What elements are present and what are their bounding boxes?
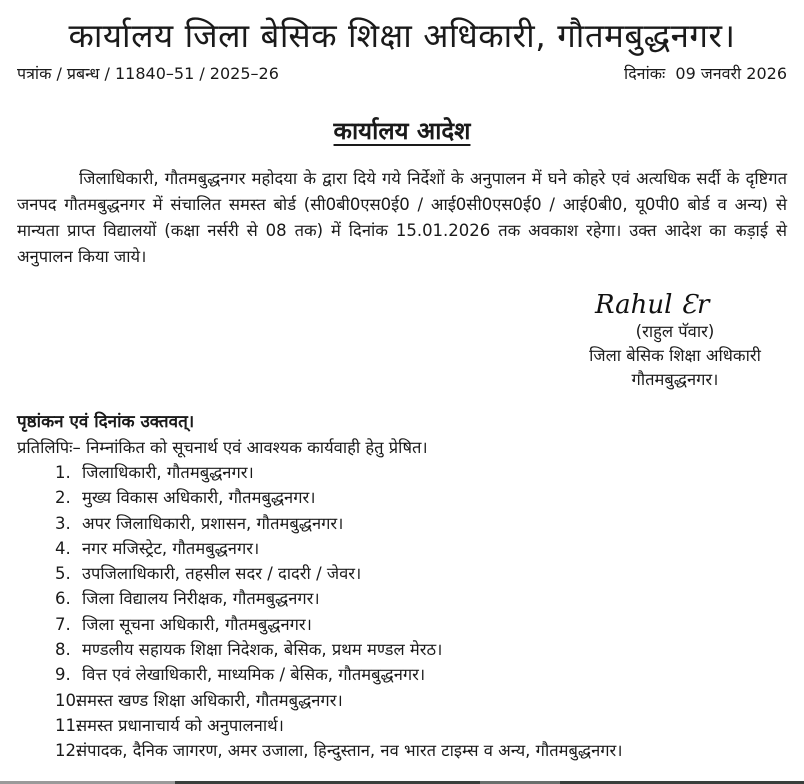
order-heading-text: कार्यालय आदेश [333, 117, 471, 145]
item-number: 2. [55, 488, 71, 508]
item-number: 8. [55, 640, 71, 660]
item-number: 12. [55, 741, 82, 761]
date-label: दिनांकः [624, 64, 666, 83]
item-text: संपादक, दैनिक जागरण, अमर उजाला, हिन्दुस्तान, नव भारत टाइम्स व अन्य, गौतमबुद्धनगर। [76, 741, 623, 761]
item-number: 1. [55, 463, 71, 482]
item-number: 9. [55, 665, 71, 685]
signatory-name: (राहुल पॅवार) [635, 322, 715, 341]
list-item [55, 713, 623, 738]
item-text: अपर जिलाधिकारी, प्रशासन, गौतमबुद्धनगर। [82, 513, 344, 533]
item-text: मण्डलीय सहायक शिक्षा निदेशक, बेसिक, प्रथम मण्डल मेरठ। [82, 640, 443, 660]
copy-intro: प्रतिलिपिः– निम्नांकित को सूचनार्थ एवं आवश्यक कार्यवाही हेतु प्रेषित। [17, 438, 428, 457]
list-item [55, 485, 623, 510]
endorsement-heading: पृष्ठांकन एवं दिनांक उक्तवत्। [17, 412, 195, 432]
item-number: 11. [55, 715, 82, 735]
signature-block [555, 290, 795, 392]
item-number: 3. [55, 513, 71, 533]
list-item [55, 511, 623, 536]
list-item [55, 637, 623, 662]
signatory-designation: जिला बेसिक शिक्षा अधिकारी [589, 346, 761, 365]
list-item [55, 536, 623, 561]
reference-row [17, 62, 787, 84]
handwritten-signature: Rahul Ɛr [595, 290, 710, 320]
order-heading [0, 114, 804, 147]
list-item [55, 688, 623, 713]
item-text: समस्त प्रधानाचार्य को अनुपालनार्थ। [76, 715, 284, 735]
item-number: 5. [55, 564, 71, 584]
office-title: कार्यालय जिला बेसिक शिक्षा अधिकारी, गौतमबुद्धनगर। [68, 16, 736, 55]
item-text: जिलाधिकारी, गौतमबुद्धनगर। [82, 463, 254, 482]
item-text: वित्त एवं लेखाधिकारी, माध्यमिक / बेसिक, गौतमबुद्धनगर। [82, 665, 426, 685]
list-item [55, 612, 623, 637]
date-value: 09 जनवरी 2026 [675, 64, 787, 83]
order-body: जिलाधिकारी, गौतमबुद्धनगर महोदया के द्वारा दिये गये निर्देशों के अनुपालन में घने कोहरे एवं अत्यधिक सर्दी के दृष्टिगत जनपद गौतमबुद्धनगर में संचालित समस्त बोर्ड (सी0बी0एस0ई0 / आई0सी0एस0ई0 / आई0बी0, यू0पी0 बोर्ड व अन्य) से मान्यता प्राप्त विद्यालयों (कक्षा नर्सरी से 08 तक) में दिनांक 15.01.2026 तक अवकाश रहेगा। उक्त आदेश का कड़ाई से अनुपालन किया जाये। [17, 169, 787, 266]
list-item [55, 662, 623, 687]
item-text: मुख्य विकास अधिकारी, गौतमबुद्धनगर। [82, 488, 316, 508]
date [624, 62, 787, 84]
item-text: जिला सूचना अधिकारी, गौतमबुद्धनगर। [82, 614, 312, 634]
item-text: उपजिलाधिकारी, तहसील सदर / दादरी / जेवर। [82, 564, 362, 584]
item-number: 4. [55, 538, 71, 558]
list-item [55, 586, 623, 611]
item-text: समस्त खण्ड शिक्षा अधिकारी, गौतमबुद्धनगर। [76, 690, 343, 710]
item-text: नगर मजिस्ट्रेट, गौतमबुद्धनगर। [82, 538, 260, 558]
signatory-location: गौतमबुद्धनगर। [631, 370, 719, 389]
item-number: 6. [55, 589, 71, 609]
item-text: जिला विद्यालय निरीक्षक, गौतमबुद्धनगर। [82, 589, 320, 609]
list-item [55, 738, 623, 763]
recipient-list [55, 460, 623, 764]
item-number: 10. [55, 690, 82, 710]
reference-number: पत्रांक / प्रबन्ध / 11840–51 / 2025–26 [17, 64, 279, 83]
item-number: 7. [55, 614, 71, 634]
list-item [55, 561, 623, 586]
list-item [55, 460, 623, 485]
